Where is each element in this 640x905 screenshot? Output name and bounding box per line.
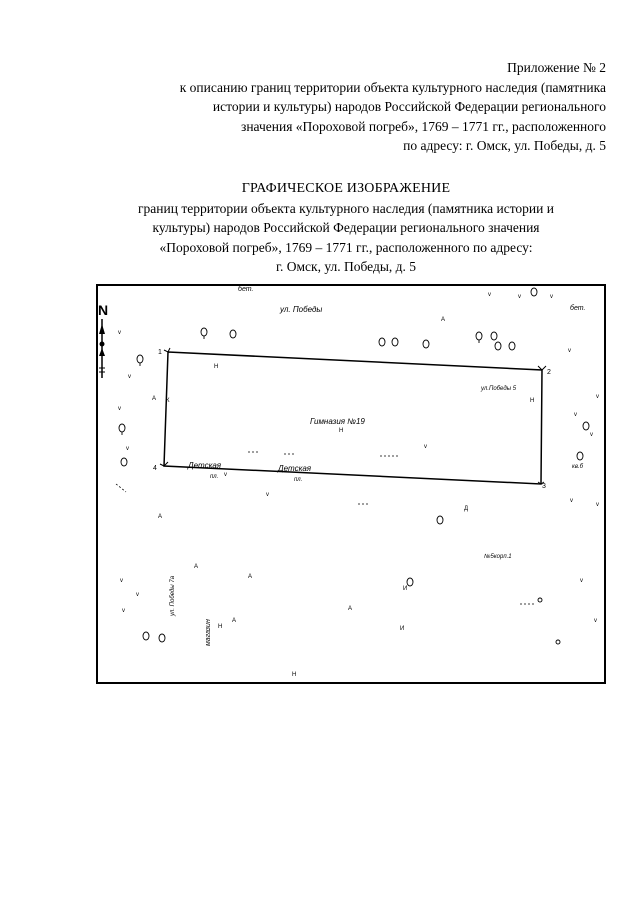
svg-text:v: v bbox=[596, 502, 599, 508]
svg-text:v: v bbox=[550, 294, 553, 300]
svg-text:Н: Н bbox=[292, 672, 297, 678]
building-name: Гимназия №19 bbox=[310, 417, 365, 426]
svg-text:К: К bbox=[166, 398, 170, 404]
playground-label: Детская bbox=[188, 461, 222, 470]
playground-label: Детская bbox=[278, 464, 312, 473]
house-label: №5корп.1 bbox=[484, 554, 512, 560]
svg-text:v: v bbox=[128, 374, 131, 380]
appendix-number: Приложение № 2 bbox=[507, 60, 606, 75]
svg-text:v: v bbox=[590, 432, 593, 438]
map-drawing bbox=[98, 286, 604, 682]
point-label: 3 bbox=[542, 483, 546, 490]
point-label: 1 bbox=[158, 349, 162, 356]
appendix-header bbox=[86, 58, 606, 156]
svg-text:v: v bbox=[596, 394, 599, 400]
svg-text:И: И bbox=[400, 626, 405, 632]
svg-text:v: v bbox=[122, 608, 125, 614]
svg-text:v: v bbox=[568, 348, 571, 354]
north-arrow-icon bbox=[98, 302, 108, 378]
appendix-line: по адресу: г. Омск, ул. Победы, д. 5 bbox=[403, 138, 606, 153]
heading-line: «Пороховой погреб», 1769 – 1771 гг., расположенного по адресу: bbox=[159, 239, 533, 255]
svg-text:А: А bbox=[194, 564, 199, 570]
svg-text:Н: Н bbox=[214, 364, 219, 370]
svg-text:v: v bbox=[118, 406, 121, 412]
dashed-marks bbox=[116, 452, 534, 604]
svg-text:И: И bbox=[403, 586, 408, 592]
surface-label: бет. bbox=[238, 286, 254, 293]
svg-text:v: v bbox=[224, 472, 227, 478]
svg-text:v: v bbox=[126, 446, 129, 452]
svg-text:Н: Н bbox=[339, 428, 344, 434]
svg-text:Н: Н bbox=[218, 624, 223, 630]
svg-text:N: N bbox=[98, 302, 109, 318]
appendix-line: значения «Пороховой погреб», 1769 – 1771 гг., расположенного bbox=[240, 118, 606, 134]
svg-text:Д: Д bbox=[464, 506, 469, 512]
document-heading bbox=[60, 179, 632, 277]
svg-text:А: А bbox=[152, 396, 157, 402]
playground-label: пл. bbox=[210, 474, 219, 480]
svg-text:Н: Н bbox=[530, 398, 535, 404]
svg-text:v: v bbox=[574, 412, 577, 418]
svg-text:v: v bbox=[594, 618, 597, 624]
map-symbols bbox=[118, 292, 599, 678]
surface-label: бет. bbox=[570, 305, 586, 312]
well-label: кв.б bbox=[572, 464, 584, 470]
svg-text:v: v bbox=[580, 578, 583, 584]
svg-text:А: А bbox=[348, 606, 353, 612]
playground-label: пл. bbox=[294, 477, 303, 483]
svg-text:А: А bbox=[248, 574, 253, 580]
svg-text:v: v bbox=[118, 330, 121, 336]
point-label: 2 bbox=[547, 369, 551, 376]
building-address: ул.Победы 5 bbox=[481, 386, 517, 392]
svg-text:А: А bbox=[158, 514, 163, 520]
heading-line: г. Омск, ул. Победы, д. 5 bbox=[275, 259, 417, 274]
svg-text:v: v bbox=[136, 592, 139, 598]
svg-text:А: А bbox=[232, 618, 237, 624]
appendix-line: к описанию границ территории объекта культурного наследия (памятника bbox=[179, 79, 606, 95]
point-label: 4 bbox=[153, 465, 157, 472]
street-label-top: ул. Победы bbox=[280, 305, 323, 314]
heading-line: культуры) народов Российской Федерации регионального значения bbox=[152, 220, 540, 235]
svg-text:v: v bbox=[488, 292, 491, 298]
shop-label: магазин bbox=[205, 619, 212, 646]
heading-line: границ территории объекта культурного наследия (памятника истории и bbox=[138, 200, 554, 216]
svg-text:v: v bbox=[120, 578, 123, 584]
document-title: ГРАФИЧЕСКОЕ ИЗОБРАЖЕНИЕ bbox=[241, 181, 451, 196]
svg-text:А: А bbox=[441, 317, 446, 323]
svg-text:v: v bbox=[518, 294, 521, 300]
street-label-left: ул. Победы 7а bbox=[170, 575, 176, 616]
svg-text:v: v bbox=[266, 492, 269, 498]
svg-text:v: v bbox=[570, 498, 573, 504]
boundary-map bbox=[96, 284, 606, 684]
appendix-line: истории и культуры) народов Российской Федерации регионального bbox=[212, 99, 606, 114]
svg-text:v: v bbox=[424, 444, 427, 450]
